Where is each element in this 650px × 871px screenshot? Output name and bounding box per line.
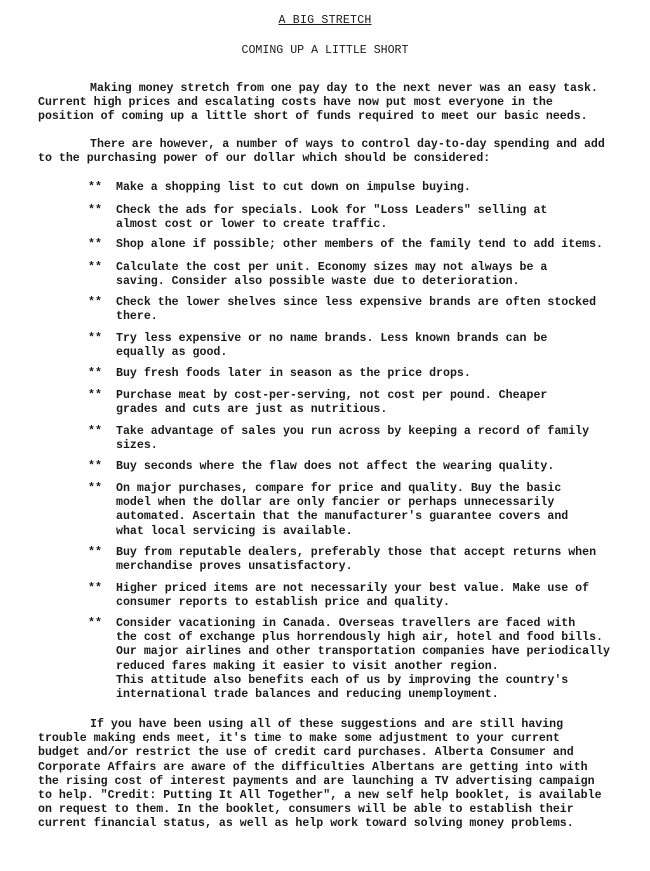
bullet-marker: **: [88, 482, 102, 495]
lead-paragraph: There are however, a number of ways to control day-to-day spending and add to the purchasing power of our dollar which should be considered:: [38, 138, 605, 166]
tip-text: Try less expensive or no name brands. Less known brands can be equally as good.: [116, 332, 548, 360]
tip-text: Shop alone if possible; other members of the family tend to add items.: [116, 238, 604, 251]
tip-text: On major purchases, compare for price and quality. Buy the basic model when the dollar are only fancier or perhaps unnecessarily automated. Ascertain that the manufacturer's guarantee covers and what local servicing is available.: [116, 482, 569, 538]
tip-text: Purchase meat by cost-per-serving, not cost per pound. Cheaper grades and cuts are just as nutritious.: [116, 389, 548, 417]
bullet-marker: **: [88, 261, 102, 274]
bullet-marker: **: [88, 238, 102, 251]
tip-text: Check the ads for specials. Look for "Loss Leaders" selling at almost cost or lower to create traffic.: [116, 204, 548, 232]
tip-text: Higher priced items are not necessarily your best value. Make use of consumer reports to establish price and quality.: [116, 582, 590, 610]
document-title: A BIG STRETCH: [278, 14, 372, 27]
bullet-marker: **: [88, 460, 102, 473]
intro-paragraph: Making money stretch from one pay day to the next never was an easy task. Current high prices and escalating costs have now put most everyone in the position of coming up a little short of funds required to meet our basic needs.: [38, 82, 598, 124]
tip-text: Buy seconds where the flaw does not affect the wearing quality.: [116, 460, 555, 473]
document-subtitle: COMING UP A LITTLE SHORT: [241, 44, 409, 57]
tip-text: Consider vacationing in Canada. Overseas travellers are faced with the cost of exchange plus horrendously high air, hotel and food bills. Our major airlines and other transportation companies have periodically reduced fares making it easier to visit another region. This attitude also benefits each of us by improving the country's international trade balances and reducing unemployment.: [116, 617, 610, 702]
bullet-marker: **: [88, 181, 102, 194]
bullet-marker: **: [88, 204, 102, 217]
tip-text: Make a shopping list to cut down on impulse buying.: [116, 181, 471, 194]
bullet-marker: **: [88, 617, 102, 630]
tip-text: Buy from reputable dealers, preferably those that accept returns when merchandise proves unsatisfactory.: [116, 546, 597, 574]
tip-text: Check the lower shelves since less expensive brands are often stocked there.: [116, 296, 597, 324]
tip-text: Calculate the cost per unit. Economy sizes may not always be a saving. Consider also possible waste due to deterioration.: [116, 261, 548, 289]
bullet-marker: **: [88, 546, 102, 559]
bullet-marker: **: [88, 425, 102, 438]
bullet-marker: **: [88, 389, 102, 402]
tip-text: Take advantage of sales you run across by keeping a record of family sizes.: [116, 425, 590, 453]
tip-text: Buy fresh foods later in season as the price drops.: [116, 367, 471, 380]
bullet-marker: **: [88, 332, 102, 345]
closing-paragraph: If you have been using all of these suggestions and are still having trouble making ends meet, it's time to make some adjustment to your current budget and/or restrict the use of credit card purchases. Alberta Consumer and Corporate Affairs are aware of the difficulties Albertans are getting into with the rising cost of interest payments and are launching a TV advertising campaign to help. "Credit: Putting It All Together", a new self help booklet, is available on request to them. In the booklet, consumers will be able to establish their current financial status, as well as help work toward solving money problems.: [38, 718, 602, 831]
bullet-marker: **: [88, 296, 102, 309]
bullet-marker: **: [88, 582, 102, 595]
bullet-marker: **: [88, 367, 102, 380]
